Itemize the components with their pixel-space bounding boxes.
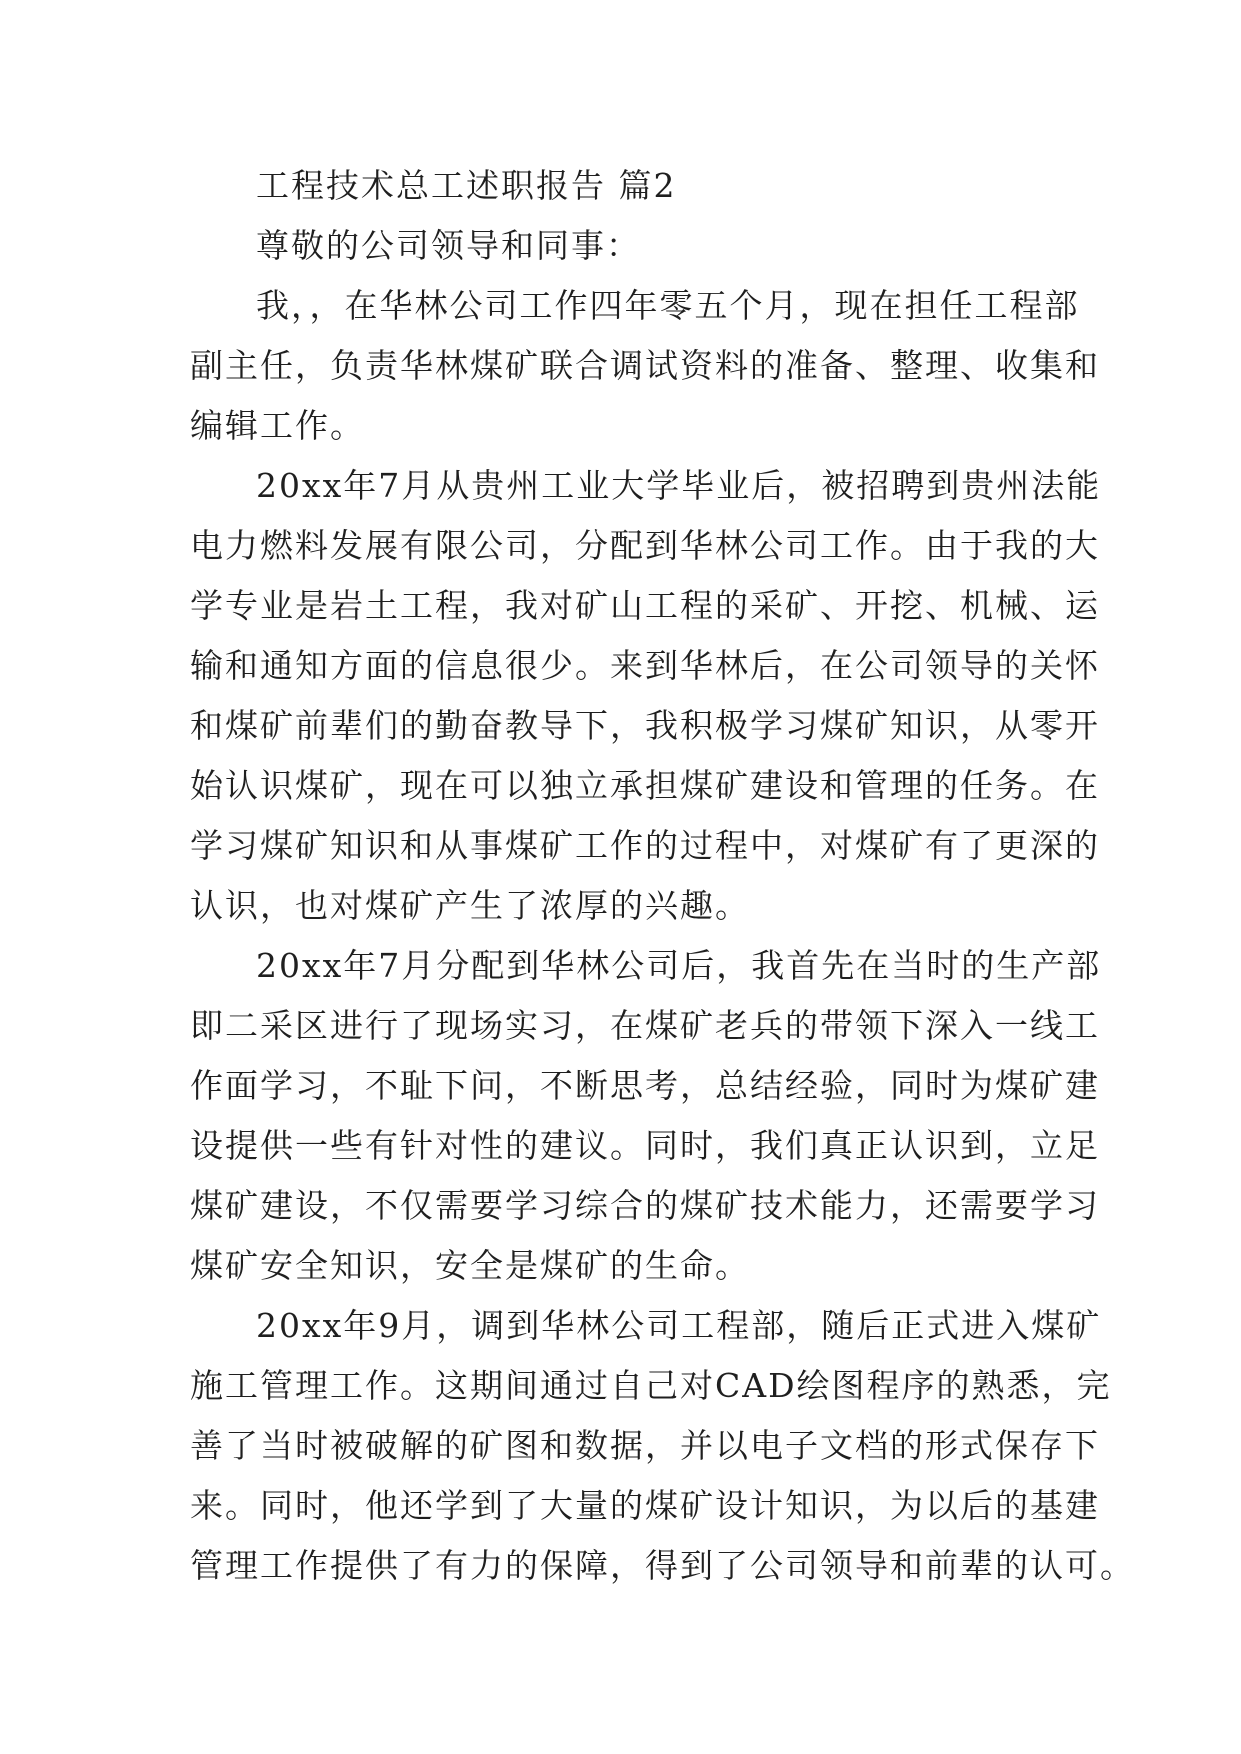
paragraph-2-line-6: 始认识煤矿，现在可以独立承担煤矿建设和管理的任务。在 — [190, 766, 1100, 805]
paragraph-4-line-3: 善了当时被破解的矿图和数据，并以电子文档的形式保存下 — [190, 1426, 1100, 1465]
paragraph-4-line-1: 20xx年9月，调到华林公司工程部，随后正式进入煤矿 — [256, 1306, 1102, 1345]
greeting: 尊敬的公司领导和同事： — [256, 226, 641, 265]
paragraph-3-line-3: 作面学习，不耻下问，不断思考，总结经验，同时为煤矿建 — [190, 1066, 1100, 1105]
paragraph-4-line-2: 施工管理工作。这期间通过自己对CAD绘图程序的熟悉，完 — [190, 1366, 1112, 1405]
paragraph-2-line-7: 学习煤矿知识和从事煤矿工作的过程中，对煤矿有了更深的 — [190, 826, 1100, 865]
paragraph-4-line-5: 管理工作提供了有力的保障，得到了公司领导和前辈的认可。 — [190, 1546, 1135, 1585]
document-title: 工程技术总工述职报告 篇2 — [256, 166, 677, 205]
paragraph-3-line-1: 20xx年7月分配到华林公司后，我首先在当时的生产部 — [256, 946, 1102, 985]
paragraph-2-line-8: 认识，也对煤矿产生了浓厚的兴趣。 — [190, 886, 750, 925]
paragraph-1-line-3: 编辑工作。 — [190, 406, 365, 445]
paragraph-3-line-5: 煤矿建设，不仅需要学习综合的煤矿技术能力，还需要学习 — [190, 1186, 1100, 1225]
paragraph-4-line-4: 来。同时，他还学到了大量的煤矿设计知识，为以后的基建 — [190, 1486, 1100, 1525]
paragraph-2-line-2: 电力燃料发展有限公司，分配到华林公司工作。由于我的大 — [190, 526, 1100, 565]
paragraph-2-line-3: 学专业是岩土工程，我对矿山工程的采矿、开挖、机械、运 — [190, 586, 1100, 625]
paragraph-1-line-2: 副主任，负责华林煤矿联合调试资料的准备、整理、收集和 — [190, 346, 1100, 385]
paragraph-2-line-5: 和煤矿前辈们的勤奋教导下，我积极学习煤矿知识，从零开 — [190, 706, 1100, 745]
paragraph-1-line-1: 我，，在华林公司工作四年零五个月，现在担任工程部 — [256, 286, 1080, 325]
document-body — [190, 156, 1135, 1596]
paragraph-3-line-6: 煤矿安全知识，安全是煤矿的生命。 — [190, 1246, 750, 1285]
paragraph-2-line-4: 输和通知方面的信息很少。来到华林后，在公司领导的关怀 — [190, 646, 1100, 685]
paragraph-3-line-4: 设提供一些有针对性的建议。同时，我们真正认识到，立足 — [190, 1126, 1100, 1165]
paragraph-2-line-1: 20xx年7月从贵州工业大学毕业后，被招聘到贵州法能 — [256, 466, 1102, 505]
paragraph-3-line-2: 即二采区进行了现场实习，在煤矿老兵的带领下深入一线工 — [190, 1006, 1100, 1045]
